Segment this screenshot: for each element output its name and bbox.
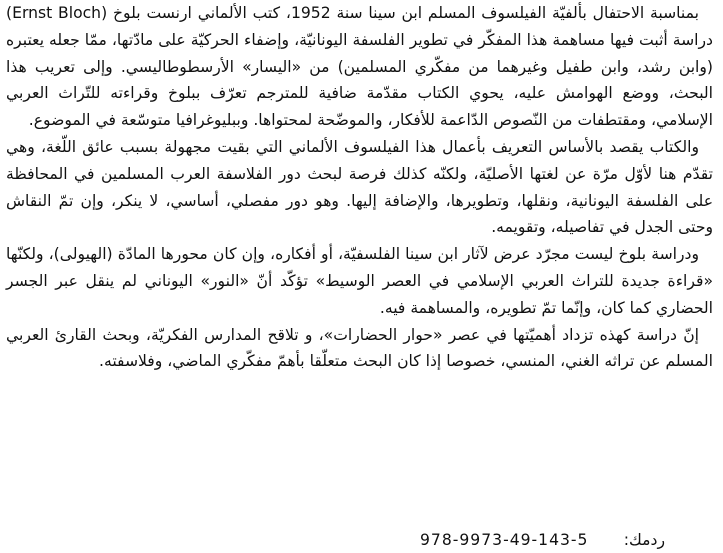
isbn-label: ردمك:: [623, 531, 665, 549]
isbn-footer: [0, 527, 723, 547]
paragraph-4: إنّ دراسة كهذه تزداد أهميّتها في عصر «حوار الحضارات»، و تلاقح المدارس الفكريّة، وبحث القارئ العربي المسلم عن تراثه الغني، المنسي، خصوصا إذا كان البحث متعلّقا بأهمّ مفكّري الماضي، وفلاسفته.: [6, 325, 713, 371]
paragraph-2: والكتاب يقصد بالأساس التعريف بأعمال هذا الفيلسوف الألماني التي بقيت مجهولة بسبب عائق اللّغة، وهي تقدّم هنا لأوّل مرّة عن لغتها الأصليّة، ولكنّه كذلك فرصة لبحث دور الفلاسفة العرب المسلمين في المحافظة على الفلسفة اليونانية، ونقلها، وتطويرها، والإضافة إليها. وهو دور مفصلي، أساسي، لا ينكر، وإن تمّ النقاش وحتى الجدل في تفاصيله، وتقويمه.: [6, 137, 713, 237]
isbn-number: 978-9973-49-143-5: [420, 531, 589, 549]
paragraph-3: ودراسة بلوخ ليست مجرّد عرض لآثار ابن سينا الفلسفيّة، أو أفكاره، وإن كان محورها المادّة (الهيولى)، ولكنّها «قراءة جديدة للتراث العربي الإسلامي في العصر الوسيط» تؤكّد أنّ «النور» اليوناني لم ينقل عبر الجسر الحضاري كما كان، وإنّما تمّ تطويره، والمساهمة فيه.: [6, 245, 713, 317]
document-body: [6, 0, 713, 375]
paragraph-1: بمناسبة الاحتفال بألفيّة الفيلسوف المسلم ابن سينا سنة 1952، كتب الألماني ارنست بلوخ (Ernst Bloch) دراسة أثبت فيها مساهمة هذا المفكّر في تطوير الفلسفة اليونانيّة، وإضفاء الحركيّة على مادّتها، ممّا جعله يعتبره (وابن رشد، وابن طفيل وغيرهما من مفكّري المسلمين) من «اليسار» الأرسطوطاليسي. وإلى تعريب هذا البحث، ووضع الهوامش عليه، يحوي الكتاب مقدّمة ضافية للمترجم تعرّف ببلوخ وقراءته للتّراث العربي الإسلامي، ومقتطفات من النّصوص الدّاعمة للأفكار، والموضّحة لمحتواها. وببليوغرافيا متوسّعة في الموضوع.: [6, 4, 713, 130]
